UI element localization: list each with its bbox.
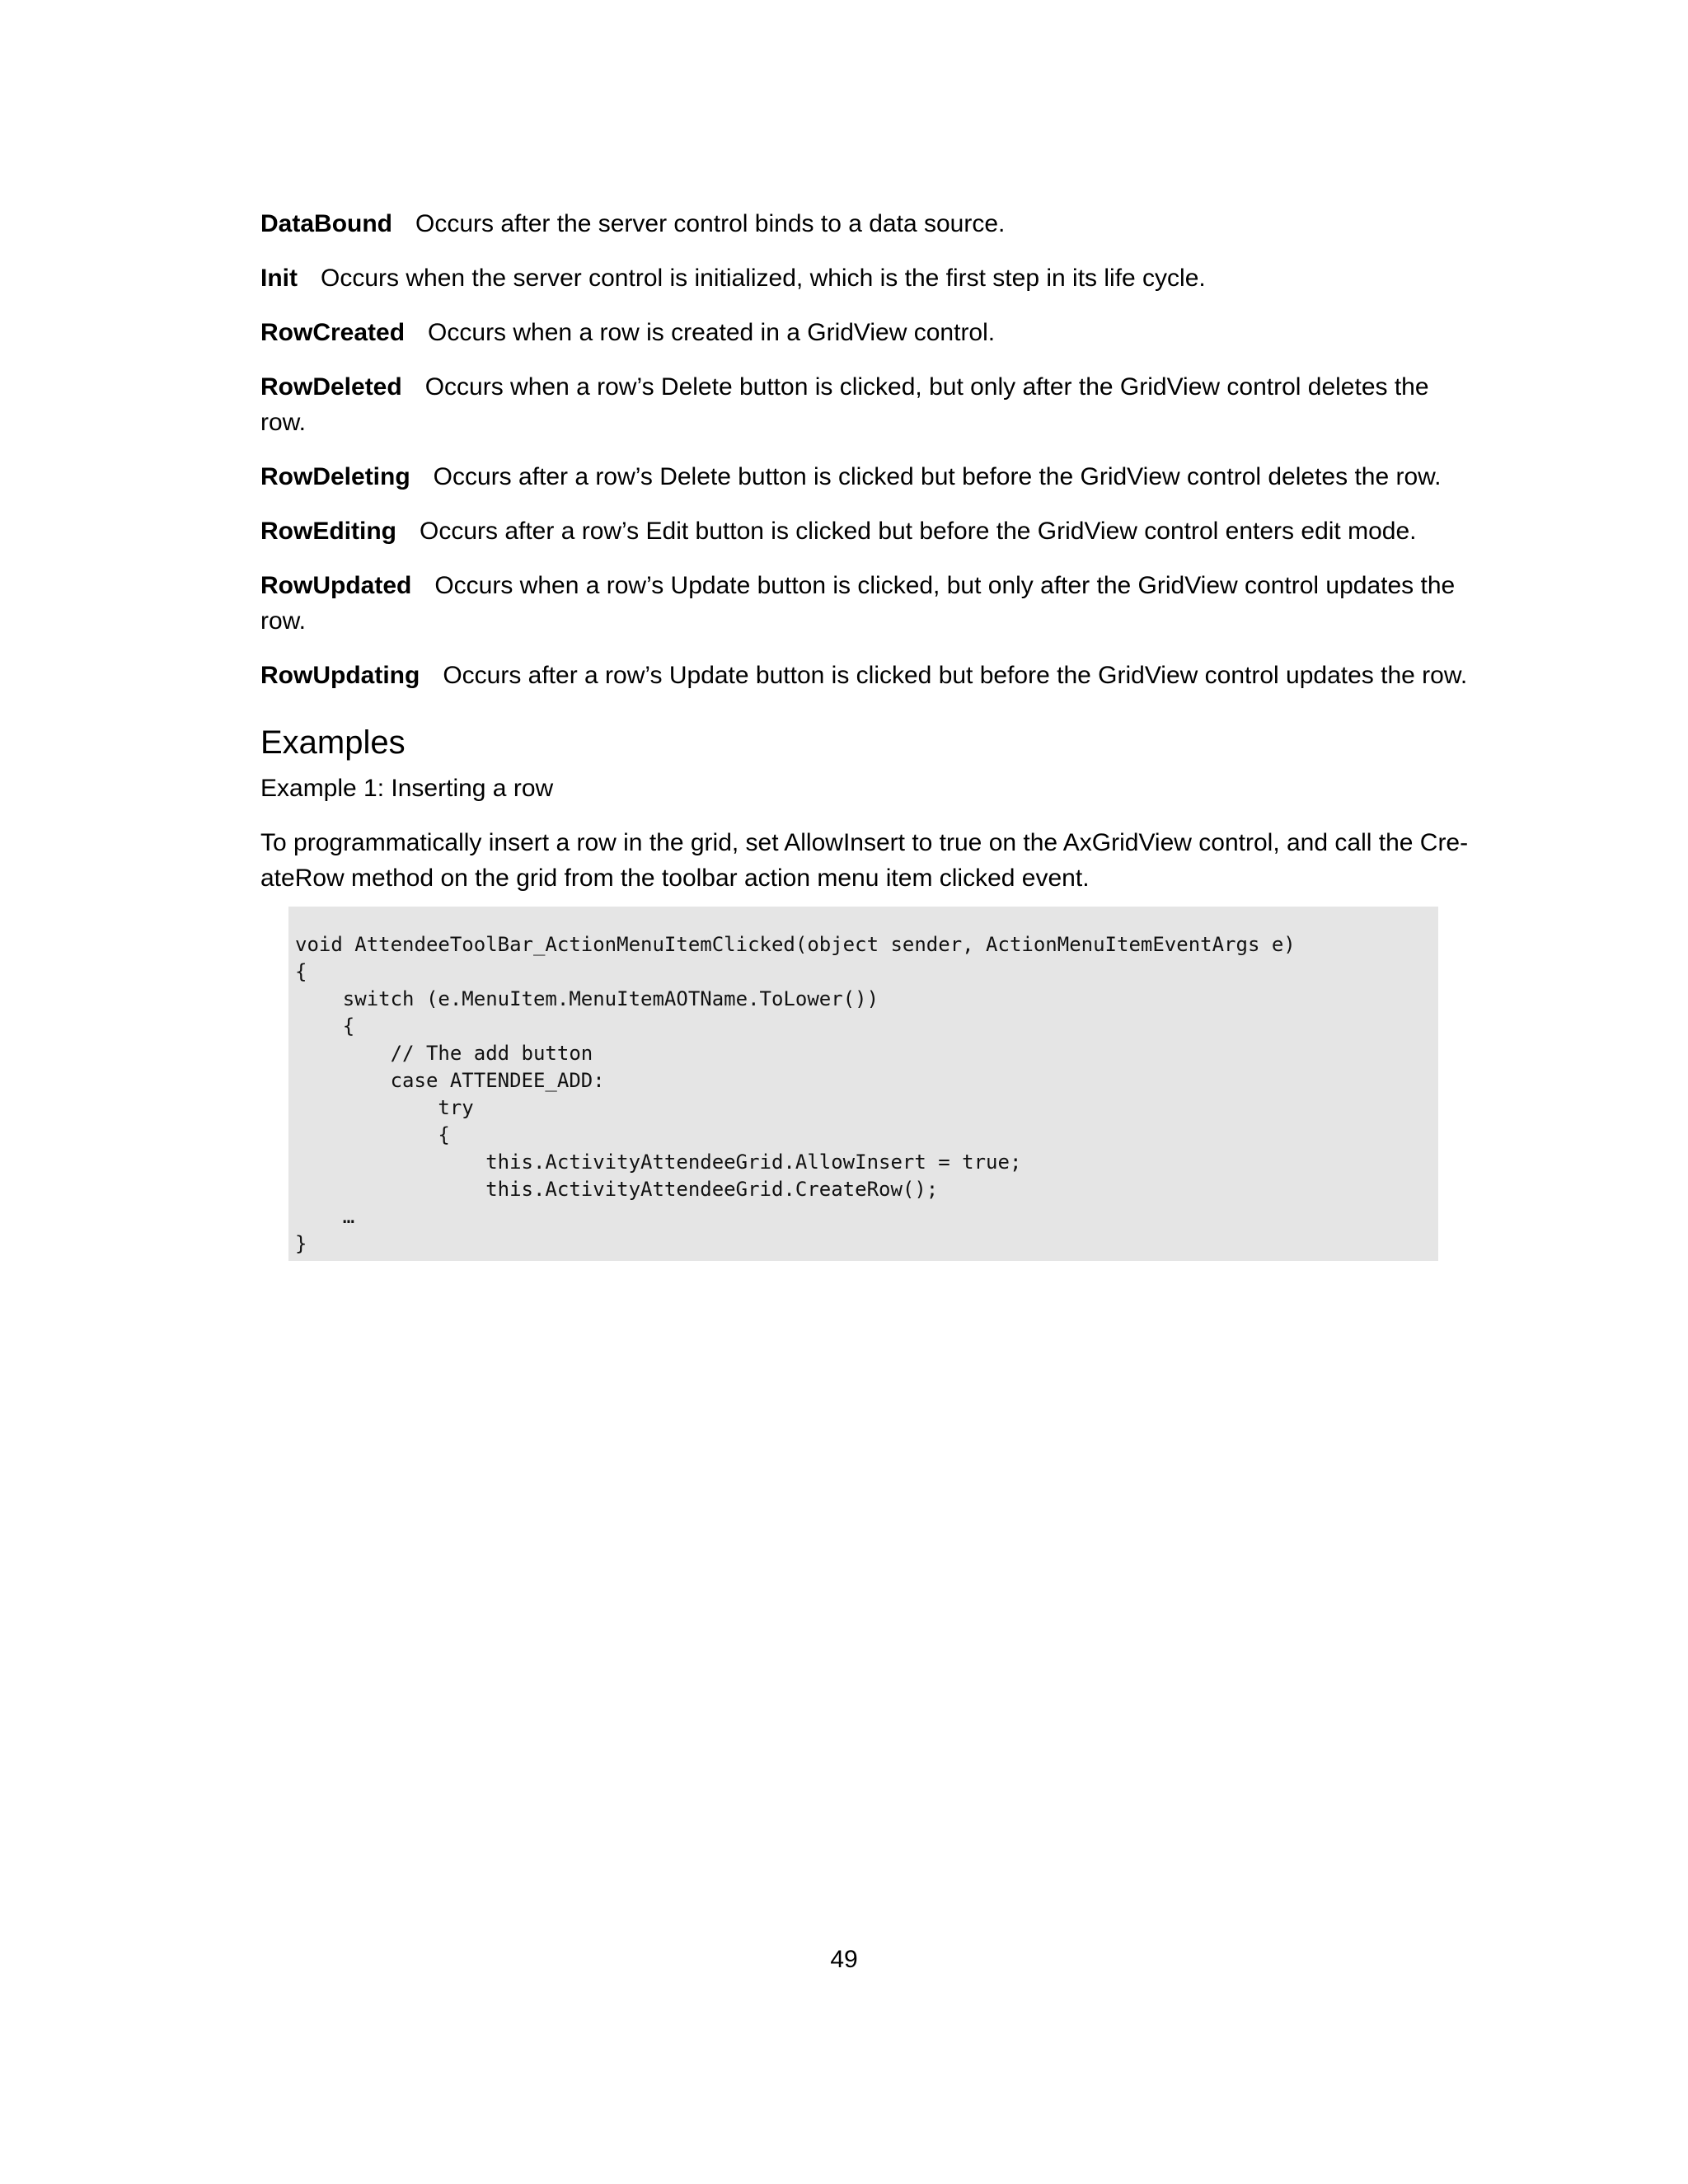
code-sample: void AttendeeToolBar_ActionMenuItemClicked(object sender, ActionMenuItemEventArgs e) { switch (e.MenuItem.MenuItemAOTName.ToLower()) { // The add button case ATTENDEE_ADD: try { this.ActivityAttendeeGrid.AllowInsert = true; this.ActivityAttendeeGrid.CreateRow(); … } xyxy=(295,933,1296,1255)
event-term: RowDeleting xyxy=(260,463,410,490)
code-sample-block xyxy=(288,907,1438,1261)
event-description: Occurs when a row is created in a GridView control. xyxy=(428,319,996,346)
event-description: Occurs when a row’s Delete button is clicked, but only after the GridView control deletes the row. xyxy=(260,373,1429,436)
event-term: RowCreated xyxy=(260,319,406,346)
event-description: Occurs after a row’s Delete button is clicked but before the GridView control deletes the row. xyxy=(433,463,1442,490)
event-description: Occurs after a row’s Update button is clicked but before the GridView control updates the row. xyxy=(443,662,1468,689)
event-description: Occurs when a row’s Update button is clicked, but only after the GridView control updates the row. xyxy=(260,572,1456,635)
page-number: 49 xyxy=(830,1946,858,1973)
event-term: DataBound xyxy=(260,210,392,237)
example-1-description: To programmatically insert a row in the grid, set AllowInsert to true on the AxGridView control, and call the Cre-ateRow method on the grid from the toolbar action menu item clicked event. xyxy=(260,829,1469,892)
event-description: Occurs when the server control is initialized, which is the first step in its life cycle. xyxy=(321,265,1206,292)
event-entry-rowupdated xyxy=(260,568,1472,639)
event-term: RowUpdated xyxy=(260,572,412,599)
event-entry-rowediting xyxy=(260,513,1472,549)
event-entry-rowcreated xyxy=(260,315,1472,350)
event-term: RowEditing xyxy=(260,518,396,545)
event-description: Occurs after the server control binds to a data source. xyxy=(415,210,1006,237)
event-entry-rowupdating xyxy=(260,658,1472,693)
event-term: Init xyxy=(260,265,298,292)
examples-heading: Examples xyxy=(260,724,406,761)
event-entry-rowdeleting xyxy=(260,459,1472,494)
event-entry-rowdeleted xyxy=(260,369,1472,440)
event-term: RowUpdating xyxy=(260,662,420,689)
event-entry-init xyxy=(260,260,1472,296)
example-1-title: Example 1: Inserting a row xyxy=(260,775,554,802)
event-description: Occurs after a row’s Edit button is clicked but before the GridView control enters edit mode. xyxy=(419,518,1417,545)
event-term: RowDeleted xyxy=(260,373,402,401)
page-content xyxy=(260,206,1472,915)
event-entry-databound xyxy=(260,206,1472,241)
